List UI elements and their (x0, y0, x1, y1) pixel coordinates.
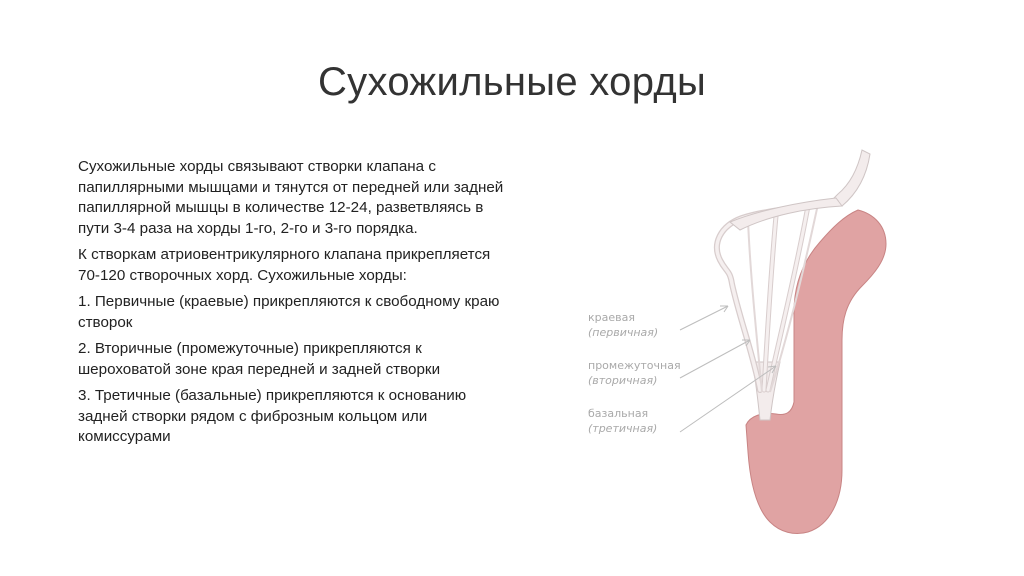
chordae-diagram (580, 140, 910, 540)
slide-title: Сухожильные хорды (317, 60, 707, 104)
body-text (78, 157, 508, 454)
label-secondary-name: промежуточная (588, 359, 681, 372)
paragraph-secondary: 2. Вторичные (промежуточные) прикрепляются к шероховатой зоне края передней и задней створки (78, 340, 441, 378)
pointer-secondary (680, 340, 750, 378)
paragraph-count: К створкам атриовентрикулярного клапана прикрепляется 70-120 створочных хорд. Сухожильные хорды: (78, 246, 491, 284)
pointer-primary (680, 306, 728, 330)
label-primary-name: краевая (588, 311, 635, 324)
label-primary-type: (первичная) (588, 326, 659, 339)
label-tertiary-name: базальная (588, 407, 649, 420)
paragraph-tertiary: 3. Третичные (базальные) прикрепляются к основанию задней створки рядом с фиброзным кольцом или комиссурами (78, 387, 467, 445)
paragraph-primary: 1. Первичные (краевые) прикрепляются к свободному краю створок (78, 293, 500, 331)
chordae-illustration (580, 140, 910, 540)
label-tertiary-type: (третичная) (588, 422, 658, 435)
label-secondary-type: (вторичная) (588, 374, 658, 387)
paragraph-intro: Сухожильные хорды связывают створки клапана с папиллярными мышцами и тянутся от передней или задней папиллярной мышцы в количестве 12-24, разветвляясь в пути 3-4 раза на хорды 1-го, 2-го и 3-го порядка. (78, 158, 504, 237)
